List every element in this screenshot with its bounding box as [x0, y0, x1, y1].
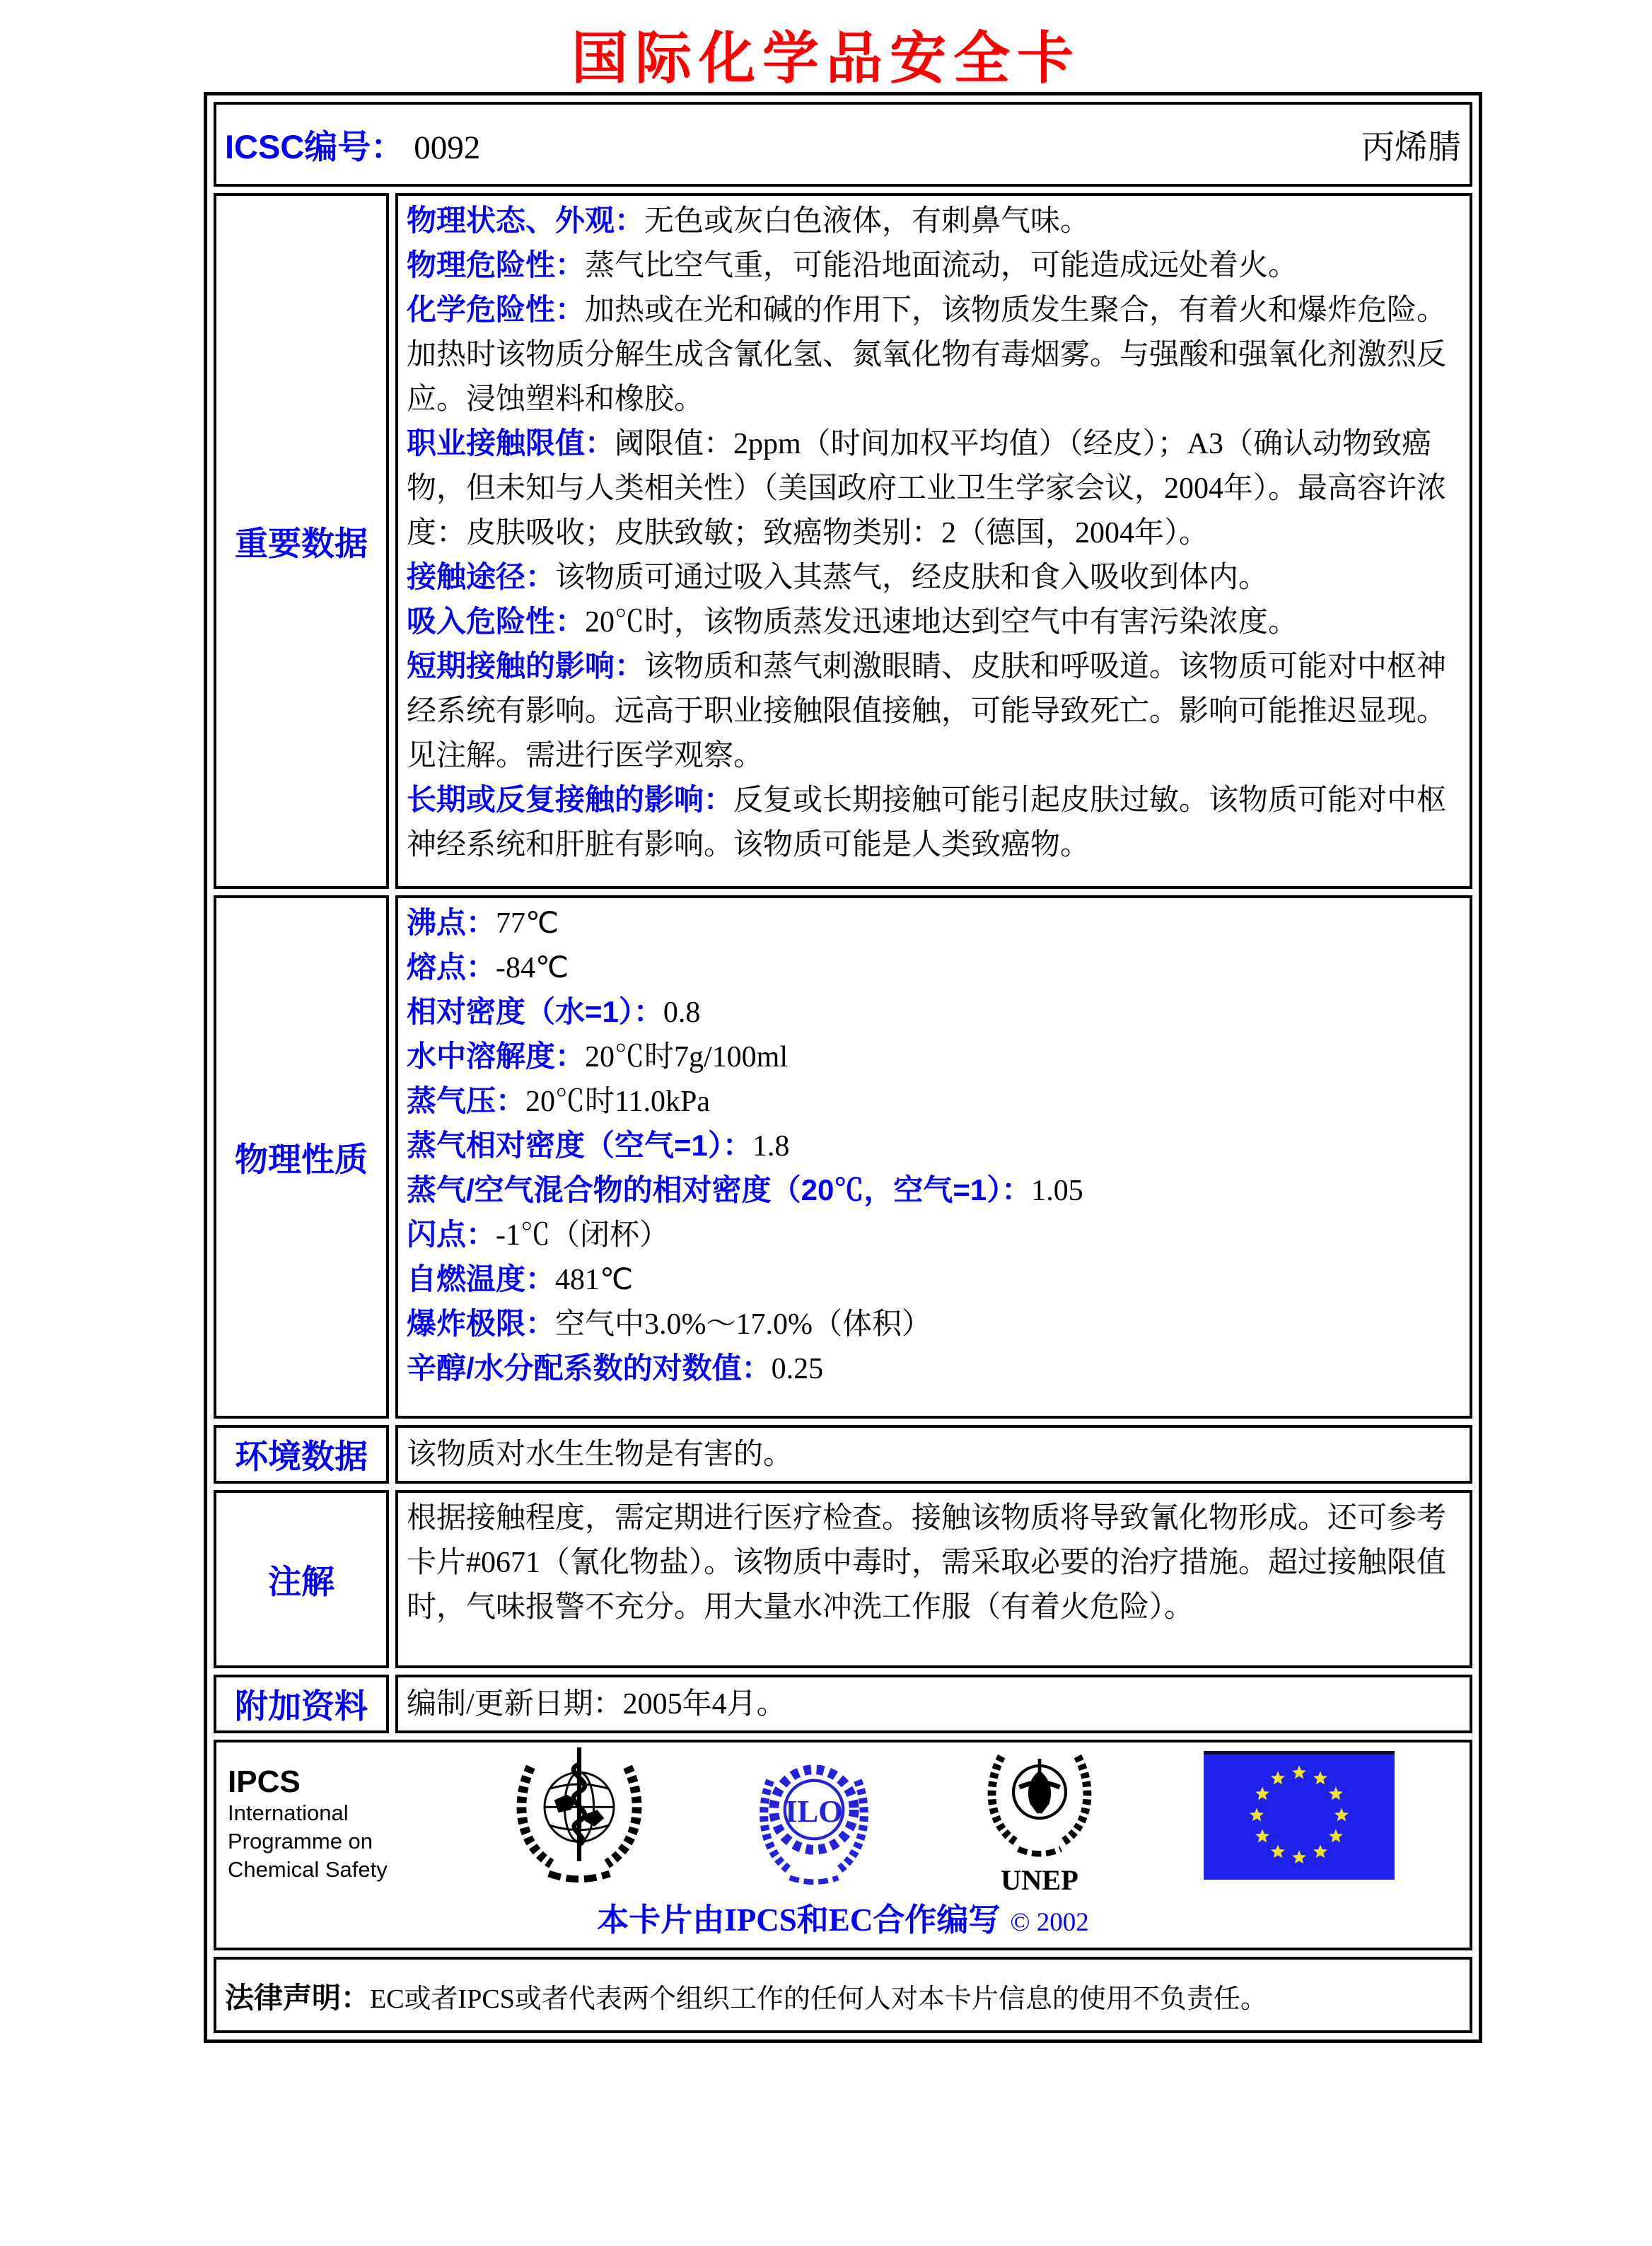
item-label: 短期接触的影响：	[407, 649, 645, 682]
icsc-card-table	[204, 92, 1482, 2043]
footer-copyright: © 2002	[1010, 1908, 1089, 1937]
property-label: 蒸气/空气混合物的相对密度（20℃，空气=1）：	[407, 1173, 1032, 1206]
property-label: 相对密度（水=1）：	[407, 995, 663, 1028]
section-content-environmental-data	[395, 1425, 1472, 1484]
item-label: 物理危险性：	[407, 248, 586, 281]
property-row	[407, 1168, 1461, 1213]
ipcs-subtitle-line: Chemical Safety	[228, 1857, 388, 1882]
item-label: 化学危险性：	[407, 293, 586, 326]
item-label: 长期或反复接触的影响：	[407, 783, 734, 816]
data-item	[407, 421, 1461, 555]
section-content-important-data	[395, 193, 1472, 889]
property-label: 自燃温度：	[407, 1262, 556, 1296]
legal-notice-label: 法律声明：	[225, 1981, 370, 2014]
section-label-notes: 注解	[214, 1490, 389, 1668]
section-content-additional-information	[395, 1675, 1472, 1733]
item-label: 职业接触限值：	[407, 426, 615, 460]
section-label-physical-properties: 物理性质	[214, 895, 389, 1419]
property-label: 沸点：	[407, 906, 496, 939]
legal-notice-row	[214, 1957, 1472, 2033]
item-value: 20℃时，该物质蒸发迅速地达到空气中有害污染浓度。	[585, 606, 1298, 639]
property-value: 481℃	[555, 1264, 634, 1296]
section-label-additional-information: 附加资料	[214, 1675, 389, 1733]
item-value: 加热或在光和碱的作用下，该物质发生聚合，有着火和爆炸危险。加热时该物质分解生成含氰化氢、氮氧化物有毒烟雾。与强酸和强氧化剂激烈反应。浸蚀塑料和橡胶。	[407, 294, 1447, 416]
property-value: 20℃时7g/100ml	[585, 1041, 789, 1073]
section-content-notes	[395, 1490, 1472, 1668]
property-value: 1.8	[752, 1130, 790, 1163]
section-label-environmental-data: 环境数据	[214, 1425, 389, 1484]
data-item	[407, 555, 1461, 600]
ipcs-subtitle-line: International	[228, 1800, 349, 1825]
icsc-number-value: 0092	[414, 129, 481, 166]
data-item	[407, 1496, 1461, 1629]
property-row	[407, 1302, 1461, 1346]
ilo-logo-icon	[753, 1749, 875, 1891]
item-value: 阈限值：2ppm（时间加权平均值）（经皮）；A3（确认动物致癌物，但未知与人类相关性）（美国政府工业卫生学家会议，2004年）。最高容许浓度：皮肤吸收；皮肤致敏；致癌物类别：2（德国，2004年）。	[407, 428, 1447, 549]
svg-text:ILO: ILO	[785, 1793, 843, 1829]
footer-caption	[223, 1894, 1462, 1940]
property-row	[407, 1257, 1461, 1302]
data-item	[407, 1682, 1461, 1726]
legal-notice-text: EC或者IPCS或者代表两个组织工作的任何人对本卡片信息的使用不负责任。	[370, 1984, 1267, 2014]
property-label: 蒸气压：	[407, 1084, 526, 1117]
data-item	[407, 778, 1461, 867]
unep-logo-icon	[980, 1742, 1099, 1898]
property-value: 0.25	[771, 1353, 824, 1385]
ipcs-acronym: IPCS	[228, 1764, 301, 1799]
property-row	[407, 901, 1461, 945]
property-value: 空气中3.0%～17.0%（体积）	[555, 1308, 931, 1341]
property-row	[407, 1035, 1461, 1079]
property-value: -1℃（闭杯）	[496, 1219, 670, 1252]
item-value: 该物质可通过吸入其蒸气，经皮肤和食入吸收到体内。	[555, 562, 1269, 594]
data-item	[407, 199, 1461, 243]
section-label-important-data: 重要数据	[214, 193, 389, 889]
property-label: 水中溶解度：	[407, 1040, 586, 1073]
property-label: 熔点：	[407, 950, 496, 984]
property-row	[407, 990, 1461, 1035]
item-label: 物理状态、外观：	[407, 204, 645, 237]
chemical-name: 丙烯腈	[1361, 129, 1461, 166]
ipcs-text-block	[228, 1747, 405, 1884]
property-value: 0.8	[663, 996, 701, 1029]
item-value: 编制/更新日期：2005年4月。	[407, 1688, 786, 1721]
section-content-physical-properties	[395, 895, 1472, 1419]
eu-flag-icon	[1204, 1751, 1395, 1883]
property-label: 蒸气相对密度（空气=1）：	[407, 1129, 752, 1162]
footer-caption-text: 本卡片由IPCS和EC合作编写	[597, 1902, 1001, 1938]
item-label: 接触途径：	[407, 560, 556, 593]
data-item	[407, 600, 1461, 644]
property-row	[407, 1124, 1461, 1168]
item-value: 根据接触程度，需定期进行医疗检查。接触该物质将导致氰化物形成。还可参考卡片#0671（氰化物盐）。该物质中毒时，需采取必要的治疗措施。超过接触限值时，气味报警不充分。用大量水冲洗工作服（有着火危险）。	[407, 1502, 1447, 1624]
data-item	[407, 243, 1461, 288]
page-title: 国际化学品安全卡	[571, 28, 1081, 91]
data-item	[407, 644, 1461, 778]
property-value: -84℃	[496, 952, 569, 984]
svg-text:UNEP: UNEP	[1000, 1863, 1078, 1895]
icsc-number-group	[225, 121, 480, 168]
data-item	[407, 288, 1461, 421]
who-logo-icon	[510, 1745, 648, 1895]
ipcs-subtitle-line: Programme on	[228, 1829, 373, 1854]
property-label: 闪点：	[407, 1218, 496, 1251]
property-row	[407, 945, 1461, 990]
item-value: 该物质对水生生物是有害的。	[407, 1438, 793, 1471]
item-value: 该物质和蒸气刺激眼睛、皮肤和呼吸道。该物质可能对中枢神经系统有影响。远高于职业接触限值接触，可能导致死亡。影响可能推迟显现。见注解。需进行医学观察。	[407, 651, 1447, 772]
property-label: 辛醇/水分配系数的对数值：	[407, 1351, 772, 1385]
property-row	[407, 1213, 1461, 1257]
property-row	[407, 1079, 1461, 1124]
property-label: 爆炸极限：	[407, 1307, 556, 1340]
property-value: 1.05	[1031, 1175, 1083, 1207]
property-value: 20℃时11.0kPa	[525, 1086, 710, 1118]
item-label: 吸入危险性：	[407, 605, 586, 638]
data-item	[407, 1432, 1461, 1477]
icsc-number-label: ICSC编号：	[225, 127, 405, 165]
item-value: 反复或长期接触可能引起皮肤过敏。该物质可能对中枢神经系统和肝脏有影响。该物质可能是人类致癌物。	[407, 784, 1447, 861]
item-value: 蒸气比空气重，可能沿地面流动，可能造成远处着火。	[585, 250, 1298, 282]
card-header-row	[214, 102, 1472, 187]
item-value: 无色或灰白色液体，有刺鼻气味。	[644, 205, 1090, 238]
footer-logos-row	[214, 1740, 1472, 1950]
property-row	[407, 1346, 1461, 1391]
property-value: 77℃	[496, 907, 559, 940]
